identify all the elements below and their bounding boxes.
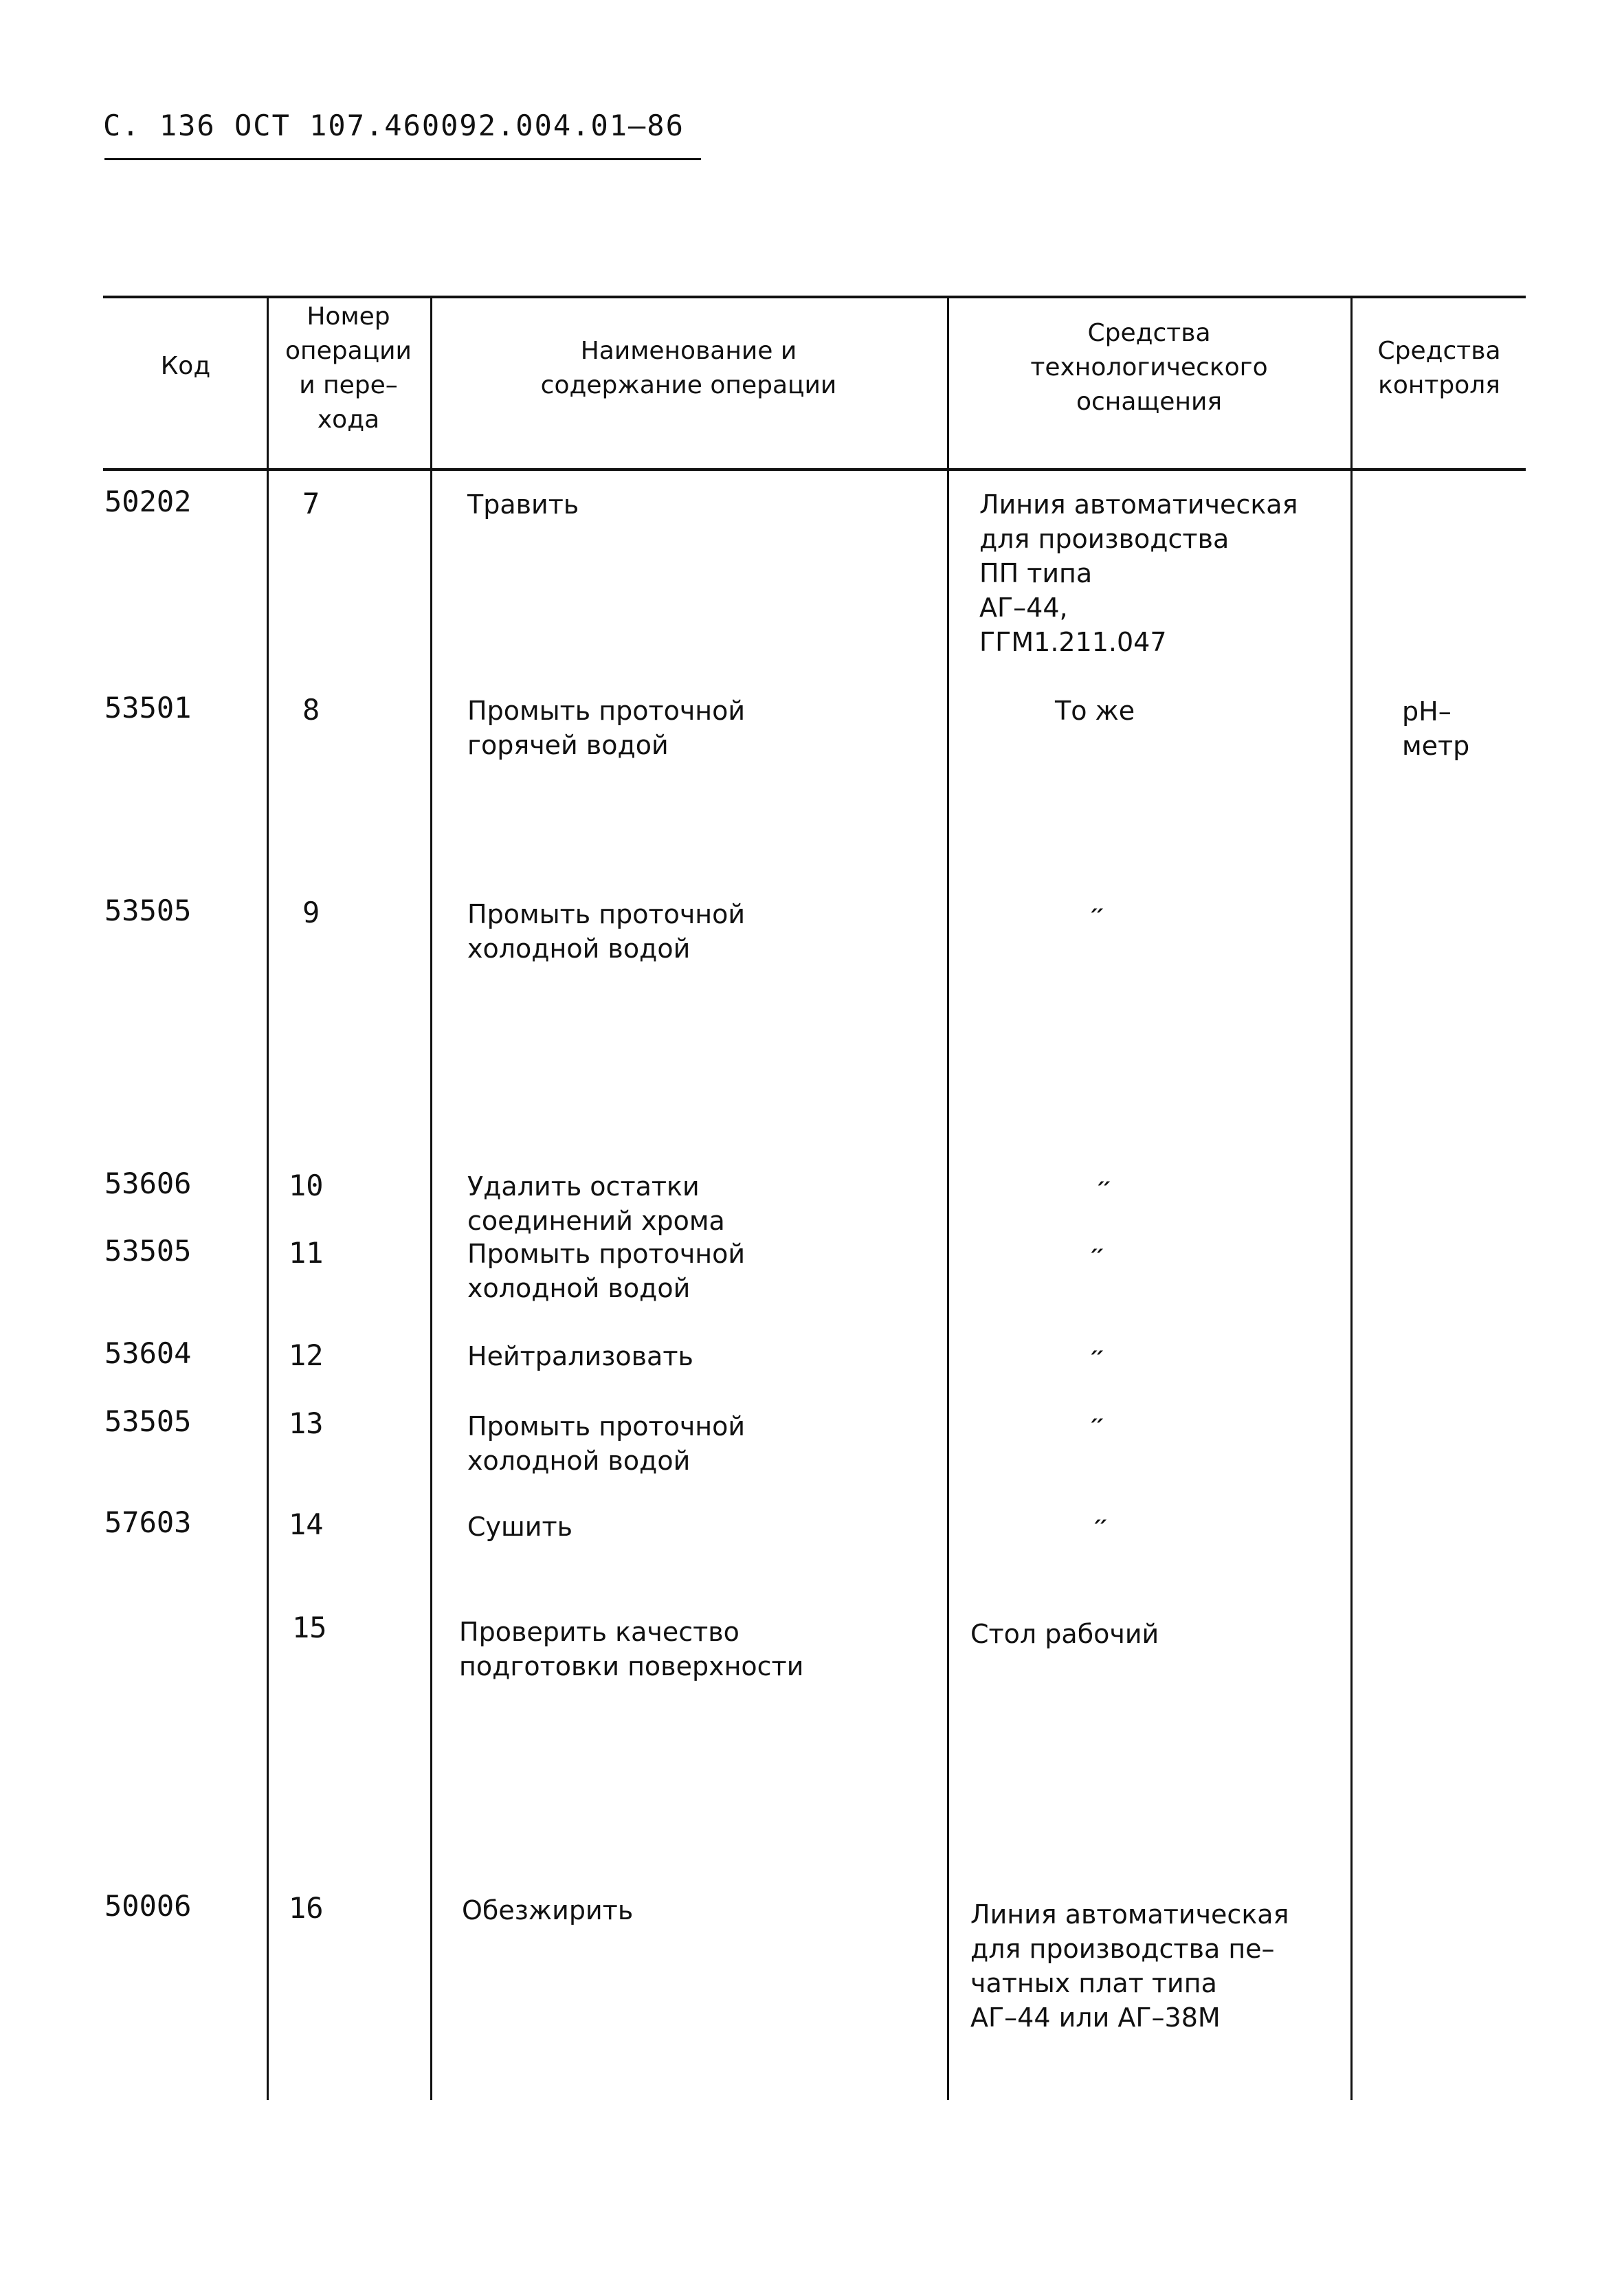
row-equipment-ditto: ״ [1089,900,1105,926]
row-equipment: Линия автоматическая для производства пе– чатных плат типа АГ–44 или АГ–38М [970,1899,1289,2033]
row-operation: Промыть проточной горячей водой [467,696,746,760]
row-code: 50006 [104,1889,192,1923]
row-op-number: 9 [302,896,320,929]
row-equipment-ditto: ״ [1089,1410,1105,1436]
row-operation: Обезжирить [462,1895,634,1925]
row-operation: Промыть проточной холодной водой [467,1239,746,1303]
column-divider-4 [1350,297,1353,2100]
header-equipment: Средства технологического оснащения [1030,319,1268,416]
row-op-number: 12 [289,1338,324,1372]
row-code: 53505 [104,894,192,927]
row-equipment-ditto: ״ [1093,1511,1109,1537]
row-operation: Удалить остатки соединений хрома [467,1171,725,1236]
table-top-rule [103,296,1526,298]
row-code: 57603 [104,1505,192,1539]
header-control: Средства контроля [1377,337,1501,399]
row-op-number: 14 [289,1508,324,1541]
row-equipment-ditto: ״ [1089,1342,1105,1368]
header-op-number: Номер операции и пере– хода [285,302,412,434]
row-operation: Промыть проточной холодной водой [467,1411,746,1476]
row-op-number: 13 [289,1406,324,1440]
column-divider-3 [947,297,949,2100]
row-op-number: 11 [289,1236,324,1270]
row-operation: Проверить качество подготовки поверхности [459,1617,804,1681]
header-name: Наименование и содержание операции [540,337,837,399]
row-code: 50202 [104,485,192,518]
column-divider-1 [267,297,269,2100]
row-control: pH– метр [1402,696,1470,761]
row-equipment: Линия автоматическая для производства ПП типа АГ–44, ГГМ1.211.047 [979,489,1298,657]
row-operation: Промыть проточной холодной водой [467,899,746,964]
row-code: 53501 [104,691,192,725]
page-header-rule [104,158,701,160]
row-operation: Травить [467,489,579,520]
row-code: 53604 [104,1336,192,1370]
row-equipment: То же [1055,696,1135,726]
row-operation: Сушить [467,1512,573,1542]
row-code: 53505 [104,1404,192,1438]
row-op-number: 16 [289,1891,324,1925]
row-op-number: 10 [289,1169,324,1202]
header-code: Код [160,352,211,380]
row-equipment: Стол рабочий [970,1619,1159,1649]
row-operation: Нейтрализовать [467,1341,693,1371]
column-divider-2 [430,297,432,2100]
row-code: 53606 [104,1167,192,1200]
table-header-rule [103,468,1526,471]
page-header: С. 136 ОСТ 107.460092.004.01–86 [103,109,685,142]
row-op-number: 15 [292,1611,327,1644]
row-code: 53505 [104,1234,192,1268]
row-equipment-ditto: ״ [1096,1173,1112,1199]
row-op-number: 7 [302,487,320,520]
row-equipment-ditto: ״ [1089,1240,1105,1266]
row-op-number: 8 [302,693,320,727]
